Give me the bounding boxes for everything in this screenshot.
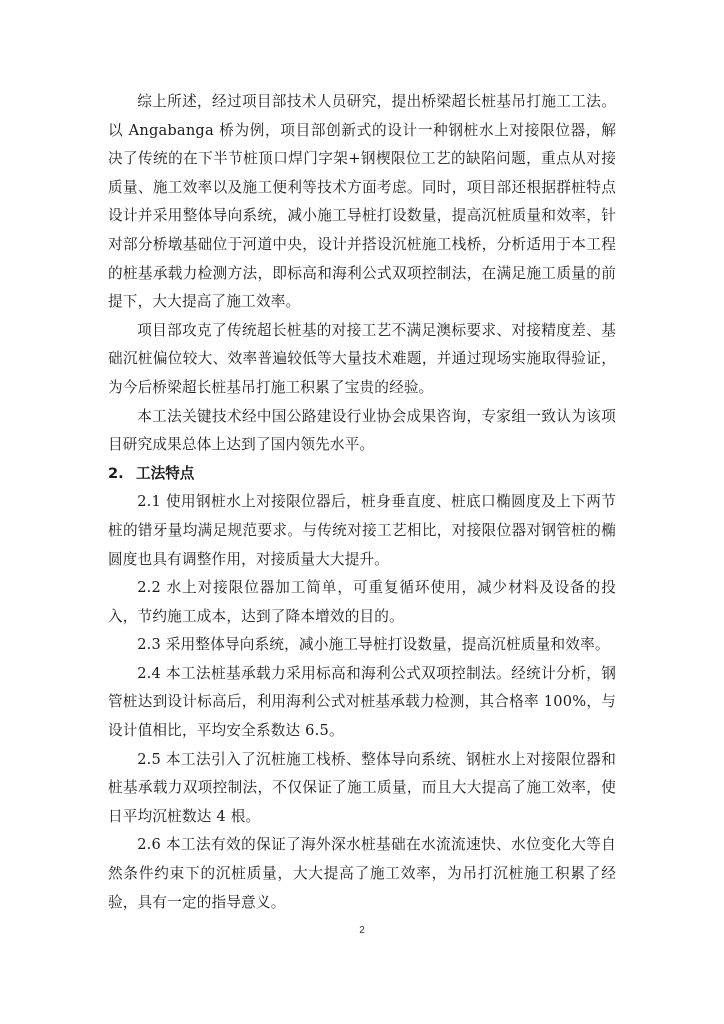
intro-paragraph-3: 本工法关键技术经中国公路建设行业协会成果咨询，专家组一致认为该项目研究成果总体上达到了国内领先水平。: [108, 407, 616, 454]
document-body: [108, 88, 616, 917]
feature-paragraph-2-4: 2.4 本工法桩基承载力采用标高和海利公式双项控制法。经统计分析，钢管桩达到设计标高后，利用海利公式对桩基承载力检测，其合格率 100%，与设计值相比，平均安全系数达 6.5。: [108, 664, 616, 740]
feature-paragraph-2-5: 2.5 本工法引入了沉桩施工栈桥、整体导向系统、钢桩水上对接限位器和桩基承载力双项控制法，不仅保证了施工质量，而且大大提高了施工效率，使日平均沉桩数达 4 根。: [108, 750, 616, 825]
feature-paragraph-2-6: 2.6 本工法有效的保证了海外深水桩基础在水流流速快、水位变化大等自然条件约束下的沉桩质量，大大提高了施工效率，为吊打沉桩施工积累了经验，具有一定的指导意义。: [108, 836, 616, 911]
feature-paragraph-2-3: 2.3 采用整体导向系统，减小施工导桩打设数量，提高沉桩质量和效率。: [137, 636, 610, 654]
section-heading: [108, 460, 616, 489]
intro-paragraph-1: 综上所述，经过项目部技术人员研究，提出桥梁超长桩基吊打施工工法。以 Angabanga 桥为例，项目部创新式的设计一种钢桩水上对接限位器，解决了传统的在下半节桩顶口焊门字架+钢楔限位工艺的缺陷问题，重点从对接质量、施工效率以及施工便利等技术方面考虑。同时，项目部还根据群桩特点设计并采用整体导向系统，减小施工导桩打设数量，提高沉桩质量和效率，针对部分桥墩基础位于河道中央，设计并搭设沉桩施工栈桥，分析适用于本工程的桩基承载力检测方法，即标高和海利公式双项控制法，在满足施工质量的前提下，大大提高了施工效率。: [108, 93, 616, 311]
section-number: 2.: [108, 464, 124, 482]
section-title: 工法特点: [136, 464, 195, 482]
feature-paragraph-2-2: 2.2 水上对接限位器加工简单，可重复循环使用，减少材料及设备的投入，节约施工成本，达到了降本增效的目的。: [108, 579, 616, 625]
intro-paragraph-2: 项目部攻克了传统超长桩基的对接工艺不满足澳标要求、对接精度差、基础沉桩偏位较大、效率普遍较低等大量技术难题，并通过现场实施取得验证，为今后桥梁超长桩基吊打施工积累了宝贵的经验。: [108, 321, 616, 396]
feature-paragraph-2-1: 2.1 使用钢桩水上对接限位器后，桩身垂直度、桩底口椭圆度及上下两节桩的错牙量均满足规范要求。与传统对接工艺相比，对接限位器对钢管桩的椭圆度也具有调整作用，对接质量大大提升。: [108, 493, 616, 568]
page-number: 2: [359, 925, 365, 936]
